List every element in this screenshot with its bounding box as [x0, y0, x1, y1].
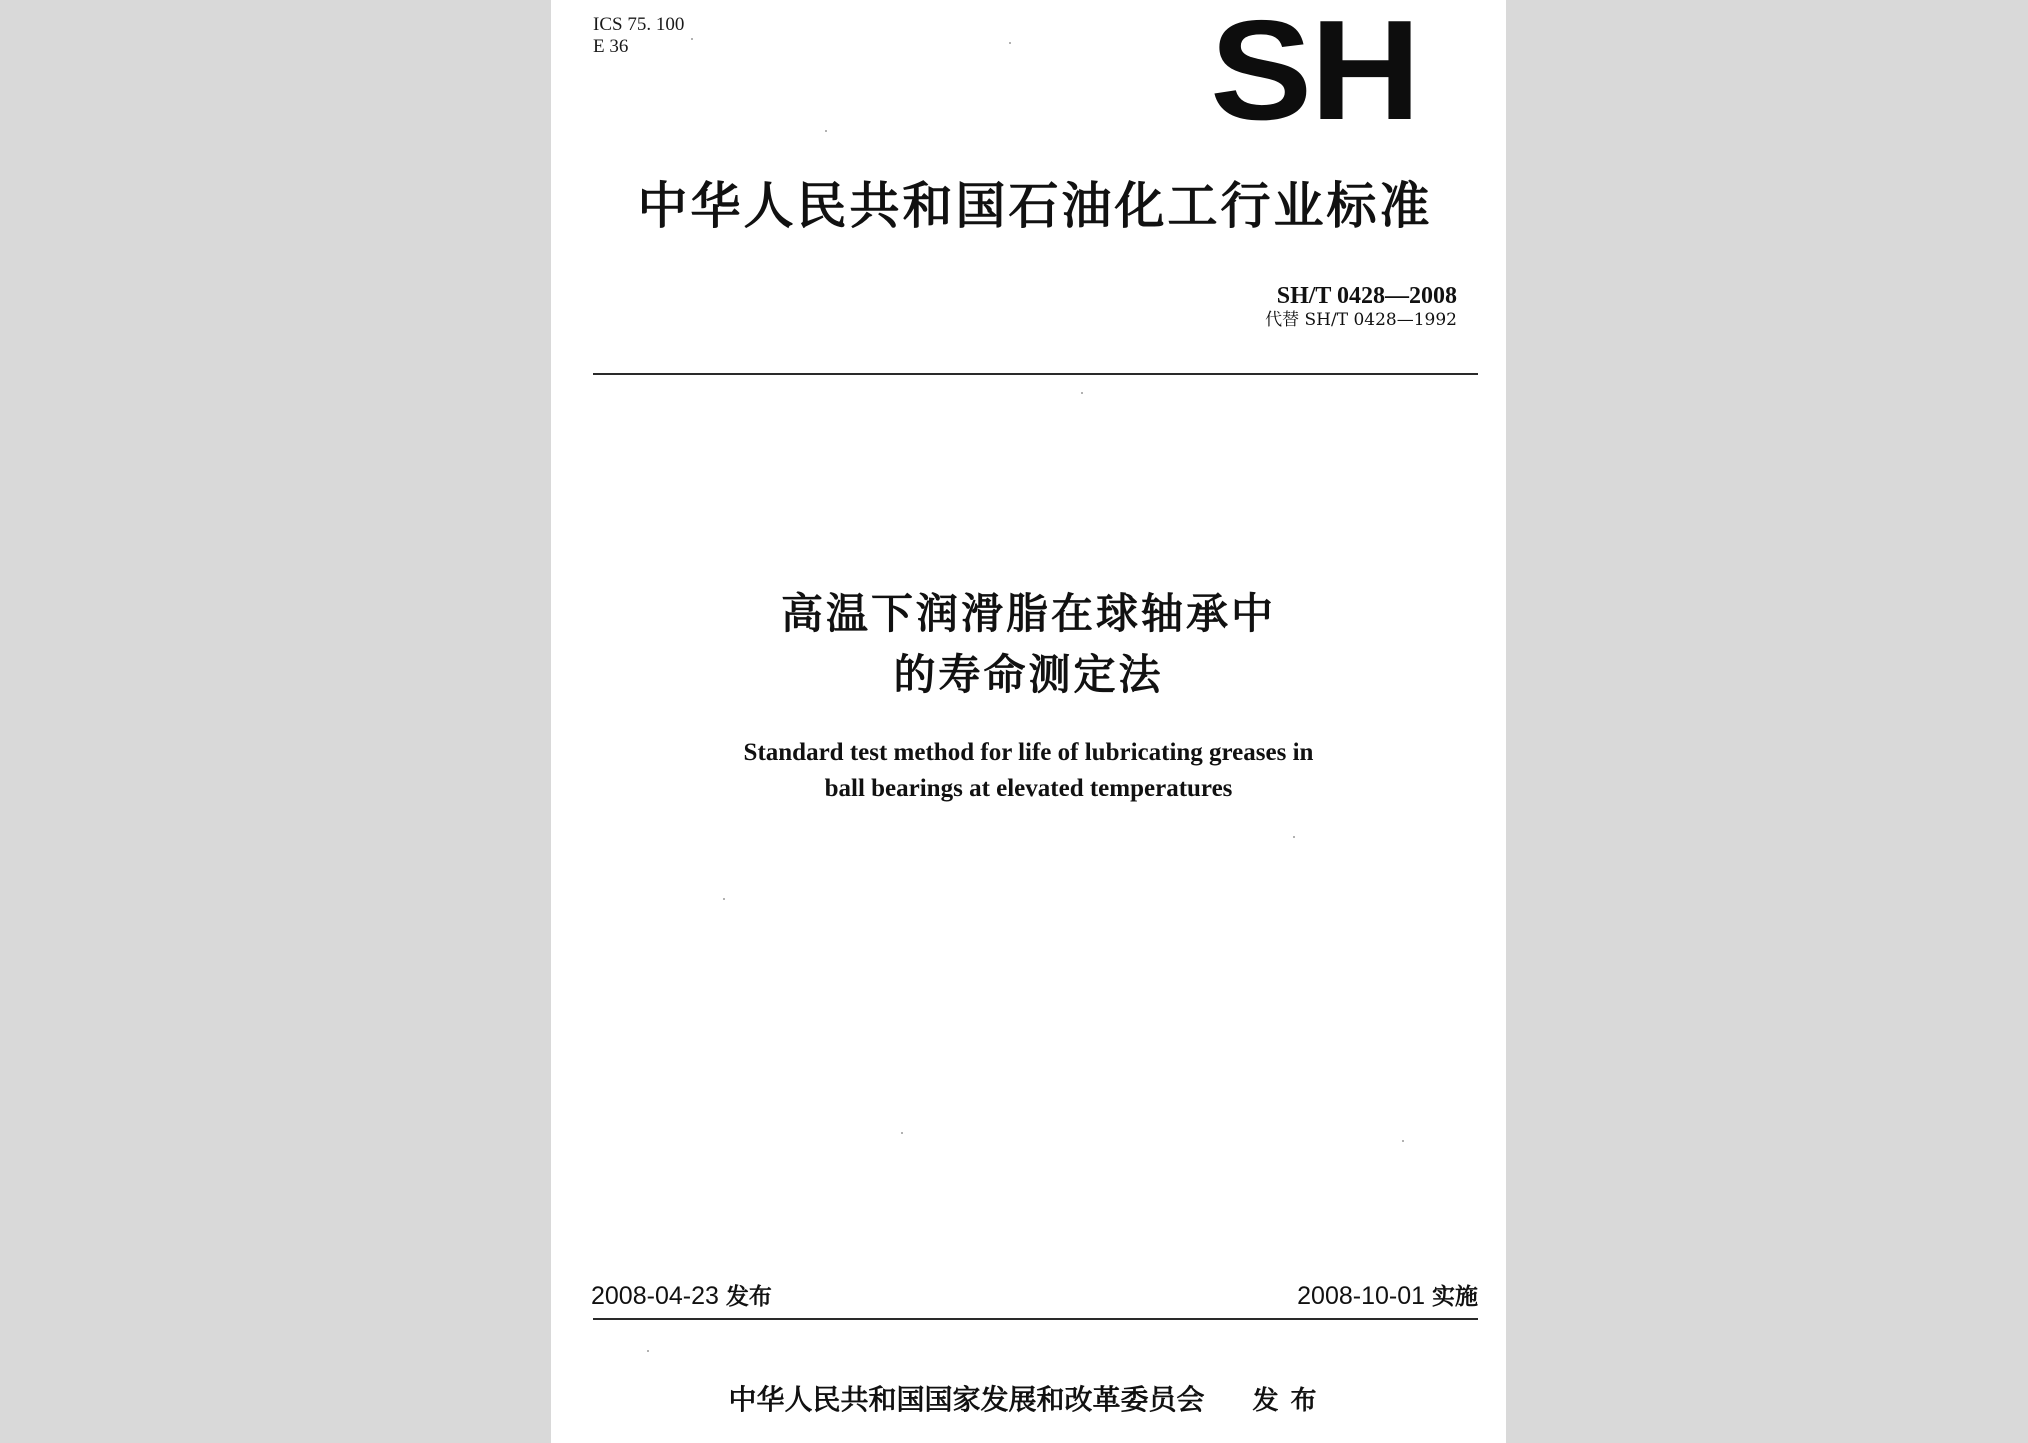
- scan-speck: [1081, 392, 1083, 394]
- ics-code: ICS 75. 100: [593, 14, 685, 35]
- publisher-line: [551, 1380, 1506, 1421]
- scan-speck: [1009, 42, 1011, 44]
- cn-title-line1: 高温下润滑脂在球轴承中: [780, 589, 1276, 638]
- footer-divider: [593, 1318, 1478, 1320]
- en-title-line1: Standard test method for life of lubricating greases in: [743, 739, 1314, 766]
- effective-date-value: 2008-10-01: [1297, 1282, 1426, 1310]
- sh-logo: SH: [1210, 0, 1419, 150]
- issue-date-label: 发布: [725, 1284, 772, 1310]
- category-code: E 36: [593, 36, 629, 57]
- classification-block: [593, 14, 684, 58]
- document-page: [551, 0, 1506, 1443]
- scan-speck: [1293, 836, 1295, 838]
- cn-title-line2: 的寿命测定法: [893, 650, 1164, 699]
- publisher-action: 发布: [1252, 1386, 1329, 1416]
- effective-date: [1297, 1279, 1478, 1314]
- publisher-name: 中华人民共和国国家发展和改革委员会: [728, 1383, 1205, 1416]
- scan-speck: [825, 130, 827, 132]
- standard-title: 中华人民共和国石油化工行业标准: [637, 177, 1433, 235]
- scan-speck: [691, 38, 693, 40]
- scan-speck: [723, 898, 725, 900]
- effective-date-label: 实施: [1432, 1284, 1478, 1310]
- standard-code: SH/T 0428—2008: [1276, 283, 1457, 309]
- issue-date: [591, 1279, 772, 1314]
- replaces-code: 代替 SH/T 0428—1992: [1265, 310, 1457, 330]
- header-divider: [593, 373, 1478, 375]
- scan-speck: [901, 1132, 903, 1134]
- en-title-line2: ball bearings at elevated temperatures: [824, 775, 1233, 802]
- scan-speck: [1402, 1140, 1404, 1142]
- issue-date-value: 2008-04-23: [591, 1282, 719, 1310]
- scan-speck: [647, 1350, 649, 1352]
